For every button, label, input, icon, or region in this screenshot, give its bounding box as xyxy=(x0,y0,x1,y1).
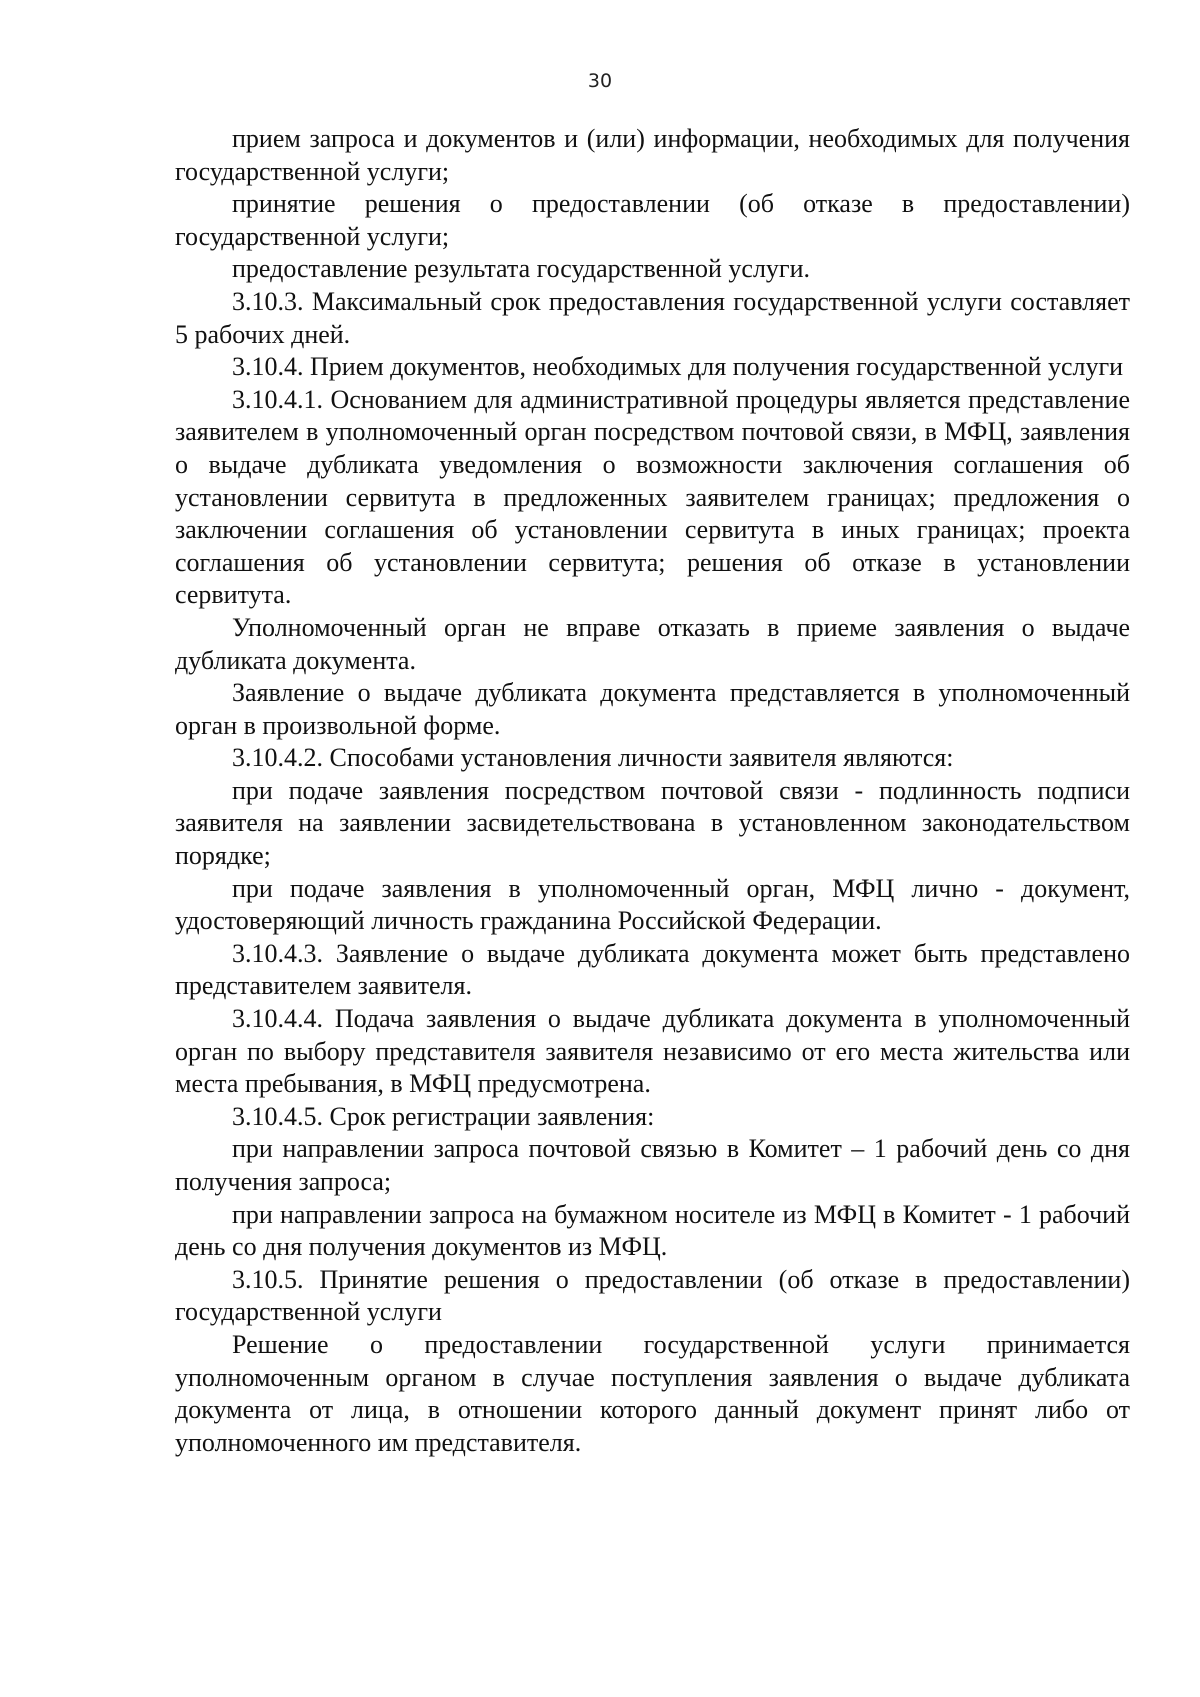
paragraph: при направлении запроса почтовой связью в Комитет – 1 рабочий день со дня получения запроса; xyxy=(175,1134,1130,1196)
paragraph: Уполномоченный орган не вправе отказать в приеме заявления о выдаче дубликата документа. xyxy=(175,612,1130,675)
paragraph: 3.10.4. Прием документов, необходимых для получения государственной услуги xyxy=(232,352,1124,382)
paragraph: при подаче заявления посредством почтовой связи - подлинность подписи заявителя на заявлении засвидетельствована в установленном законодательством порядке; xyxy=(175,775,1130,871)
paragraph: предоставление результата государственной услуги. xyxy=(232,254,811,284)
paragraph: 3.10.4.2. Способами установления личности заявителя являются: xyxy=(232,743,954,773)
document-body xyxy=(175,123,1130,1459)
paragraph: принятие решения о предоставлении (об отказе в предоставлении) государственной услуги; xyxy=(175,189,1130,251)
paragraph: Решение о предоставлении государственной услуги принимается уполномоченным органом в случае поступления заявления о выдаче дубликата документа от лица, в отношении которого данный документ принят либо от уполномоченного им представителя. xyxy=(175,1329,1130,1457)
paragraph: 3.10.3. Максимальный срок предоставления государственной услуги составляет 5 рабочих дней. xyxy=(175,286,1130,349)
paragraph: 3.10.4.5. Срок регистрации заявления: xyxy=(232,1101,655,1131)
paragraph: прием запроса и документов и (или) информации, необходимых для получения государственной услуги; xyxy=(175,124,1130,186)
paragraph: 3.10.4.1. Основанием для административной процедуры является представление заявителем в уполномоченный орган посредством почтовой связи, в МФЦ, заявления о выдаче дубликата уведомления о возможности заключения соглашения об установлении сервитута в предложенных заявителем границах; предложения о заключении соглашения об установлении сервитута в иных границах; проекта соглашения об установлении сервитута; решения об отказе в установлении сервитута. xyxy=(175,384,1130,610)
paragraph: при подаче заявления в уполномоченный орган, МФЦ лично - документ, удостоверяющий личность гражданина Российской Федерации. xyxy=(175,873,1130,936)
paragraph: 3.10.4.3. Заявление о выдаче дубликата документа может быть представлено представителем заявителя. xyxy=(175,938,1130,1001)
paragraph: при направлении запроса на бумажном носителе из МФЦ в Комитет - 1 рабочий день со дня получения документов из МФЦ. xyxy=(175,1199,1130,1262)
paragraph: 3.10.4.4. Подача заявления о выдаче дубликата документа в уполномоченный орган по выбору представителя заявителя независимо от его места жительства или места пребывания, в МФЦ предусмотрена. xyxy=(175,1004,1130,1099)
paragraph: Заявление о выдаче дубликата документа представляется в уполномоченный орган в произвольной форме. xyxy=(175,678,1130,740)
page-number: 30 xyxy=(587,70,613,92)
paragraph: 3.10.5. Принятие решения о предоставлении (об отказе в предоставлении) государственной услуги xyxy=(175,1264,1130,1327)
